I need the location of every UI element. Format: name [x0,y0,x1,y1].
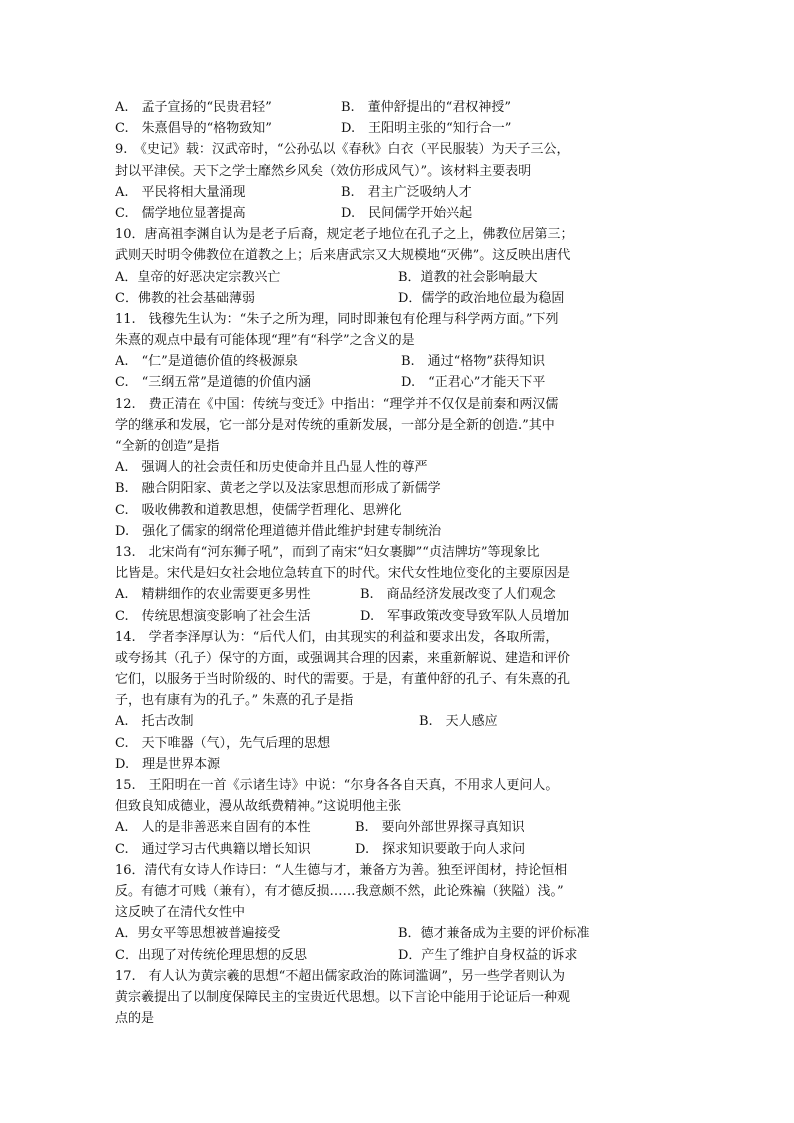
q11-options-cd [115,372,680,393]
q10-options-ab [115,267,680,288]
q10-stem-line-2: 武则天时明令佛教位在道教之上；后来唐武宗又大规模地“灭佛”。这反映出唐代 [115,248,571,264]
q8-option-b: B. 董仲舒提出的“君权神授” [341,100,511,115]
q14-stem-line-3: 它们，以服务于当时阶级的、时代的需要。于是，有董仲舒的孔子、有朱熹的孔 [115,672,571,688]
q14-option-d: D. 理是世界本源 [115,756,221,772]
q8-options-ab [115,97,680,118]
q16-stem-line-2: 反。有德才可贱（兼有），有才德反损……我意颇不然，此论殊褊（狭隘）浅。” [115,883,564,899]
q14-stem-line-2: 或夸扬其（孔子）保守的方面，或强调其合理的因素，来重新解说、建造和评价 [115,650,571,666]
q12-option-d: D. 强化了儒家的纲常伦理道德并借此维护封建专制统治 [115,523,442,539]
q13-option-a: A. 精耕细作的农业需要更多男性 [115,587,311,603]
q14-option-a: A. 托古改制 [115,714,194,730]
q12-option-c: C. 吸收佛教和道教思想，使儒学哲理化、思辨化 [115,502,402,518]
q11-option-a: A. “仁”是道德价值的终极源泉 [115,354,298,370]
q15-options-cd [115,839,680,860]
q15-option-b: B. 要向外部世界探寻真知识 [355,820,525,836]
q13-stem-line-2: 比皆是。宋代是妇女社会地位急转直下的时代。宋代女性地位变化的主要原因是 [115,566,571,582]
q13-option-d: D. 军事政策改变导致军队人员增加 [360,608,570,624]
q9-option-d: D. 民间儒学开始兴起 [341,205,473,221]
q14-stem-line-1: 14. 学者李泽厚认为：“后代人们，由其现实的利益和要求出发，各取所需， [115,629,559,645]
q9-options-ab [115,182,680,203]
q11-option-b: B. 通过“格物”获得知识 [401,354,545,370]
q10-option-a: A．皇帝的好恶决定宗教兴亡 [115,269,281,285]
q12-option-a: A. 强调人的社会责任和历史使命并且凸显人性的尊严 [115,460,428,476]
q9-option-c: C. 儒学地位显著提高 [115,205,246,221]
question-content [115,97,680,1029]
q13-stem-line-1: 13. 北宋尚有“河东狮子吼”，而到了南宋“妇女裹脚”“贞洁牌坊”等现象比 [115,544,540,560]
q10-options-cd [115,288,680,309]
q13-options-ab [115,584,680,605]
q11-option-c: C. “三纲五常”是道德的价值内涵 [115,375,311,391]
q8-options-cd [115,118,680,139]
q16-stem-line-1: 16．清代有女诗人作诗曰：“人生德与才，兼备方为善。独至评闺材，持论恒相 [115,862,568,878]
q11-option-d: D. “正君心”才能天下平 [401,375,546,391]
q12-stem-line-1: 12. 费正清在《中国：传统与变迁》中指出：“理学并不仅仅是前秦和两汉儒 [115,396,559,412]
q10-option-d: D．儒学的政治地位最为稳固 [398,290,565,306]
q16-stem-line-3: 这反映了在清代女性中 [115,905,246,921]
q9-stem-line-2: 封以平津侯。天下之学士靡然乡风矣（效仿形成风气）”。该材料主要表明 [115,163,532,179]
q15-option-c: C. 通过学习古代典籍以增长知识 [115,841,311,857]
q10-stem-line-1: 10．唐高祖李渊自认为是老子后裔，规定老子地位在孔子之上，佛教位居第三； [115,227,574,243]
q12-option-b: B. 融合阴阳家、黄老之学以及法家思想而形成了新儒学 [115,481,441,497]
q14-options-ab [115,711,680,732]
q17-stem-line-1: 17. 有人认为黄宗羲的思想“不超出儒家政治的陈词滥调”，另一些学者则认为 [115,968,565,984]
q14-option-b: B. 天人感应 [419,714,498,730]
q9-option-a: A. 平民将相大量涌现 [115,184,246,200]
q9-stem-line-1: 9. 《史记》载：汉武帝时，“公孙弘以《春秋》白衣（平民服装）为天子三公， [115,142,570,158]
q16-options-cd [115,945,680,966]
q12-stem-line-2: 学的继承和发展，它一部分是对传统的重新发展，一部分是全新的创造.”其中 [115,417,555,433]
q10-option-c: C．佛教的社会基础薄弱 [115,290,255,306]
q10-option-b: B．道教的社会影响最大 [398,269,538,285]
q11-stem-line-2: 朱熹的观点中最有可能体现“理”有“科学”之含义的是 [115,333,415,349]
q16-option-b: B．德才兼备成为主要的评价标准 [398,926,590,942]
q11-options-ab [115,351,680,372]
q8-option-d: D. 王阳明主张的“知行合一” [341,121,512,137]
q13-options-cd [115,606,680,627]
q17-stem-line-2: 黄宗羲提出了以制度保障民主的宝贵近代思想。以下言论中能用于论证后一种观 [115,989,571,1005]
q13-option-b: B. 商品经济发展改变了人们观念 [360,587,556,603]
q11-stem-line-1: 11. 钱穆先生认为：“朱子之所为理，同时即兼包有伦理与科学两方面。”下列 [115,311,559,327]
q15-stem-line-2: 但致良知成德业，漫从故纸费精神。”这说明他主张 [115,799,402,815]
q8-option-c: C. 朱熹倡导的“格物致知” [115,121,272,137]
q15-stem-line-1: 15. 王阳明在一首《示诸生诗》中说：“尔身各各自天真，不用求人更问人。 [115,778,559,793]
q16-option-d: D．产生了维护自身权益的诉求 [398,947,578,963]
q15-options-ab [115,817,680,838]
q16-options-ab [115,923,680,944]
q9-option-b: B. 君主广泛吸纳人才 [341,184,472,200]
q9-options-cd [115,203,680,224]
q14-stem-line-4: 子，也有康有为的孔子。” 朱熹的孔子是指 [115,693,354,709]
q16-option-a: A．男女平等思想被普遍接受 [115,926,281,942]
q17-stem-line-3: 点的是 [115,1011,155,1027]
q15-option-d: D. 探求知识要敢于向人求问 [355,841,526,857]
q16-option-c: C．出现了对传统伦理思想的反思 [115,947,307,963]
q14-option-c: C. 天下唯器（气），先气后理的思想 [115,735,331,751]
q12-stem-line-3: “全新的创造”是指 [115,439,220,454]
q8-option-a: A. 孟子宣扬的“民贵君轻” [115,100,272,115]
q15-option-a: A. 人的是非善恶来自固有的本性 [115,820,311,836]
q13-option-c: C. 传统思想演变影响了社会生活 [115,608,311,624]
